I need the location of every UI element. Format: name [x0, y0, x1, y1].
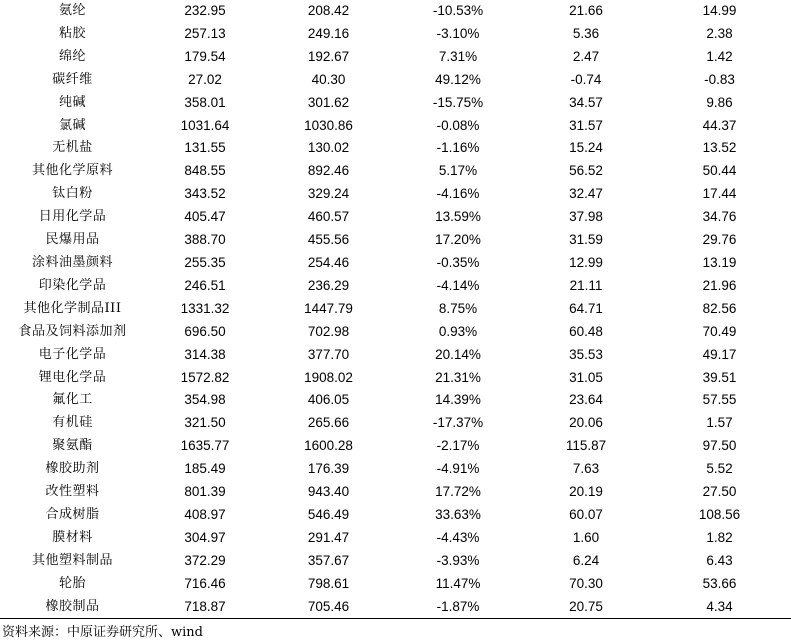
table-row [0, 23, 791, 46]
value-cell: 20.19 [569, 484, 603, 500]
value-cell: 892.46 [307, 163, 350, 179]
value-cell: 329.24 [307, 186, 350, 202]
table-row [0, 389, 791, 412]
industry-name-cell: 膜材料 [52, 529, 93, 545]
industry-name-cell: 氟化工 [52, 392, 93, 408]
table-row [0, 160, 791, 183]
value-cell: 5.36 [572, 25, 600, 41]
value-cell: 343.52 [184, 186, 226, 202]
value-cell: 301.62 [307, 94, 350, 110]
value-cell: 57.55 [702, 392, 737, 408]
value-cell: -10.53% [432, 3, 484, 18]
value-cell: 1031.64 [180, 117, 230, 133]
table-row [0, 92, 791, 115]
value-cell: 358.01 [184, 94, 226, 110]
value-cell: 12.99 [569, 254, 603, 270]
source-note: 资料来源：中原证券研究所、wind [2, 625, 203, 640]
industry-name-cell: 橡胶助剂 [45, 461, 100, 477]
industry-name-cell: 其他化学原料 [31, 163, 113, 179]
value-cell: 21.31% [435, 369, 481, 385]
value-cell: 2.47 [572, 48, 600, 64]
value-cell: -4.14% [436, 277, 480, 293]
value-cell: 2.38 [706, 25, 733, 41]
value-cell: -15.75% [432, 94, 484, 110]
value-cell: -4.91% [436, 461, 480, 477]
value-cell: 405.47 [184, 209, 226, 225]
industry-name-cell: 有机硅 [52, 415, 93, 431]
table-row [0, 527, 791, 550]
value-cell: 50.44 [702, 163, 737, 179]
table-row [0, 206, 791, 229]
value-cell: 4.34 [648, 596, 791, 619]
table-row [0, 321, 791, 344]
industry-name-cell: 氨纶 [58, 3, 86, 18]
industry-name-cell: 其他化学制品III [23, 300, 122, 316]
value-cell: 255.35 [184, 254, 226, 270]
industry-name-cell: 涂料油墨颜料 [31, 254, 113, 270]
value-cell: 801.39 [184, 484, 226, 500]
value-cell: 9.86 [706, 94, 733, 110]
value-cell: 17.72% [435, 484, 481, 500]
value-cell: 21.96 [702, 277, 737, 293]
value-cell: 29.76 [702, 232, 737, 248]
value-cell: 304.97 [184, 529, 226, 545]
table-row [0, 412, 791, 435]
value-cell: 23.64 [569, 392, 603, 408]
value-cell: 130.02 [307, 140, 350, 156]
value-cell: 798.61 [307, 575, 350, 591]
table-row [0, 481, 791, 504]
table-row [0, 550, 791, 573]
industry-name-cell: 无机盐 [52, 140, 93, 156]
value-cell: 257.13 [184, 25, 226, 41]
value-cell: 53.66 [702, 575, 737, 591]
value-cell: 6.24 [572, 552, 600, 568]
value-cell: 5.52 [706, 461, 733, 477]
value-cell: 1908.02 [304, 369, 353, 385]
value-cell: 388.70 [184, 232, 226, 248]
value-cell: 408.97 [184, 506, 226, 522]
industry-name-cell: 食品及饲料添加剂 [18, 323, 127, 339]
value-cell: 354.98 [184, 392, 226, 408]
value-cell: 97.50 [702, 438, 737, 454]
value-cell: 7.31% [438, 48, 478, 64]
value-cell: 0.93% [438, 323, 478, 339]
value-cell: 460.57 [307, 209, 350, 225]
value-cell: 15.24 [569, 140, 603, 156]
value-cell: 21.66 [569, 3, 603, 18]
table-row [0, 298, 791, 321]
table-row [0, 0, 791, 23]
industry-name-cell: 民爆用品 [45, 232, 100, 248]
industry-name-cell: 聚氨酯 [52, 438, 93, 454]
value-cell: 13.52 [702, 140, 737, 156]
value-cell: 37.98 [569, 209, 603, 225]
industry-name-cell: 其他塑料制品 [31, 552, 113, 568]
value-cell: 357.67 [307, 552, 350, 568]
value-cell: -0.74 [570, 71, 602, 87]
value-cell: 31.59 [569, 232, 603, 248]
value-cell: 314.38 [184, 346, 226, 362]
industry-name-cell: 绵纶 [58, 48, 86, 64]
industry-name-cell: 电子化学品 [38, 346, 107, 362]
table-row [0, 344, 791, 367]
value-cell: 192.67 [307, 48, 350, 64]
value-cell: 5.17% [438, 163, 478, 179]
value-cell: 185.49 [184, 461, 226, 477]
table-row [0, 46, 791, 69]
value-cell: 372.29 [184, 552, 226, 568]
value-cell: 254.46 [307, 254, 350, 270]
value-cell: 246.51 [184, 277, 226, 293]
industry-name-cell: 钛白粉 [52, 186, 93, 202]
value-cell: 31.05 [569, 369, 603, 385]
value-cell: -3.10% [436, 25, 480, 41]
value-cell: 34.76 [702, 209, 737, 225]
value-cell: 64.71 [569, 300, 603, 316]
table-row [0, 183, 791, 206]
value-cell: 11.47% [435, 575, 481, 591]
value-cell: 716.46 [184, 575, 226, 591]
value-cell: 291.47 [307, 529, 350, 545]
industry-name-cell: 日用化学品 [38, 209, 107, 225]
table-row [0, 229, 791, 252]
value-cell: -4.43% [436, 529, 480, 545]
value-cell: 718.87 [145, 596, 265, 619]
industry-name-cell: 氯碱 [58, 117, 86, 133]
value-cell: 7.63 [572, 461, 600, 477]
value-cell: 455.56 [307, 232, 350, 248]
value-cell: 1030.86 [304, 117, 353, 133]
value-cell: 176.39 [307, 461, 350, 477]
value-cell: 249.16 [307, 25, 350, 41]
table-row [0, 367, 791, 390]
industry-name-cell: 合成树脂 [45, 506, 100, 522]
value-cell: 34.57 [569, 94, 603, 110]
value-cell: 943.40 [307, 484, 350, 500]
value-cell: 21.11 [569, 277, 603, 293]
value-cell: 131.55 [184, 140, 226, 156]
value-cell: 32.47 [569, 186, 603, 202]
value-cell: 1.60 [572, 529, 600, 545]
value-cell: 8.75% [438, 300, 478, 316]
value-cell: -1.16% [436, 140, 480, 156]
table-row [0, 137, 791, 160]
value-cell: 179.54 [184, 48, 226, 64]
value-cell: 20.75 [524, 596, 648, 619]
value-cell: 56.52 [569, 163, 603, 179]
value-cell: 70.30 [569, 575, 603, 591]
table-row [0, 573, 791, 596]
value-cell: 232.95 [184, 3, 226, 18]
value-cell: 17.44 [702, 186, 737, 202]
value-cell: -2.17% [436, 438, 480, 454]
value-cell: 82.56 [702, 300, 737, 316]
table-row [0, 435, 791, 458]
value-cell: 406.05 [307, 392, 350, 408]
value-cell: -1.87% [392, 596, 524, 619]
value-cell: 1.82 [706, 529, 733, 545]
value-cell: 546.49 [307, 506, 350, 522]
value-cell: -4.16% [436, 186, 480, 202]
value-cell: 702.98 [307, 323, 350, 339]
value-cell: 108.56 [698, 506, 741, 522]
value-cell: 321.50 [184, 415, 226, 431]
value-cell: 35.53 [569, 346, 603, 362]
value-cell: 60.48 [569, 323, 603, 339]
value-cell: 377.70 [307, 346, 350, 362]
value-cell: 40.30 [311, 71, 346, 87]
value-cell: 848.55 [184, 163, 226, 179]
value-cell: 20.06 [569, 415, 603, 431]
industry-name-cell: 轮胎 [58, 575, 86, 591]
value-cell: 17.20% [435, 232, 481, 248]
table-row [0, 252, 791, 275]
table-row [0, 69, 791, 92]
value-cell: 1.57 [706, 415, 733, 431]
table-row [0, 275, 791, 298]
value-cell: 60.07 [569, 506, 603, 522]
industry-name-cell: 纯碱 [58, 94, 86, 110]
industry-name-cell: 印染化学品 [38, 277, 107, 293]
value-cell: 33.63% [435, 506, 481, 522]
value-cell: 20.14% [435, 346, 481, 362]
value-cell: 14.99 [702, 3, 737, 18]
value-cell: -3.93% [436, 552, 480, 568]
table-row [0, 458, 791, 481]
value-cell: 39.51 [702, 369, 737, 385]
value-cell: 49.17 [702, 346, 737, 362]
table-row [0, 115, 791, 138]
value-cell: 705.46 [265, 596, 392, 619]
value-cell: 14.39% [435, 392, 481, 408]
value-cell: -17.37% [432, 415, 484, 431]
industry-name-cell: 改性塑料 [45, 484, 100, 500]
industry-name-cell: 橡胶制品 [0, 596, 145, 619]
industry-name-cell: 碳纤维 [52, 71, 93, 87]
value-cell: 1635.77 [180, 438, 230, 454]
value-cell: 115.87 [565, 438, 607, 454]
value-cell: -0.83 [704, 71, 735, 87]
value-cell: 70.49 [702, 323, 737, 339]
industry-name-cell: 粘胶 [58, 25, 86, 41]
value-cell: 265.66 [307, 415, 350, 431]
value-cell: 49.12% [435, 71, 481, 87]
value-cell: 13.19 [702, 254, 737, 270]
value-cell: -0.08% [436, 117, 480, 133]
value-cell: 1331.32 [180, 300, 230, 316]
value-cell: 27.02 [188, 71, 222, 87]
value-cell: 236.29 [307, 277, 350, 293]
value-cell: 696.50 [184, 323, 226, 339]
value-cell: 31.57 [569, 117, 603, 133]
value-cell: 1572.82 [180, 369, 230, 385]
value-cell: 6.43 [706, 552, 733, 568]
table-row [0, 504, 791, 527]
value-cell: -0.35% [436, 254, 480, 270]
value-cell: 1447.79 [304, 300, 353, 316]
value-cell: 44.37 [702, 117, 737, 133]
value-cell: 13.59% [435, 209, 481, 225]
value-cell: 27.50 [702, 484, 737, 500]
value-cell: 1.42 [706, 48, 733, 64]
industry-name-cell: 锂电化学品 [38, 369, 107, 385]
value-cell: 208.42 [307, 3, 350, 18]
value-cell: 1600.28 [304, 438, 353, 454]
table-row [0, 596, 791, 619]
